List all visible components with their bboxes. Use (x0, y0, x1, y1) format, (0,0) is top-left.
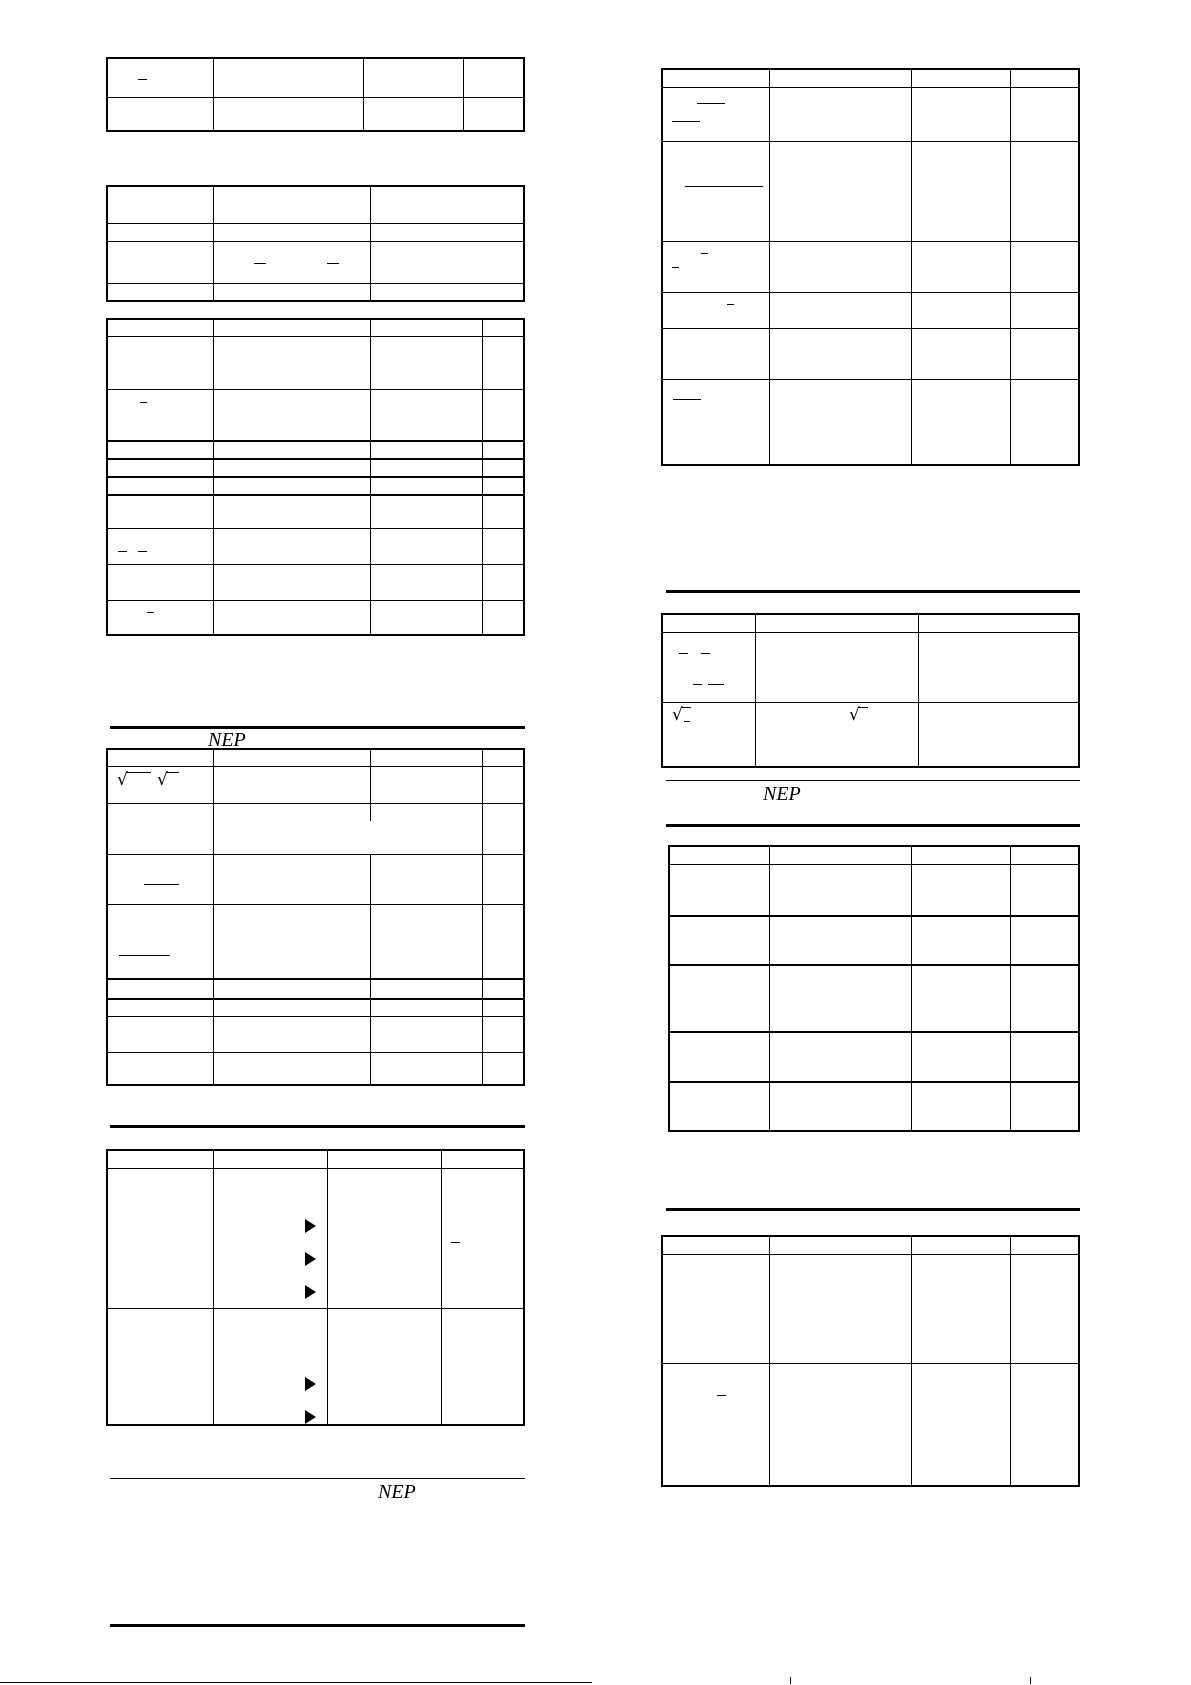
table-l2 (106, 185, 525, 302)
square-root-icon: √ (672, 707, 692, 725)
table-l3 (106, 318, 525, 636)
fraction-bar-icon (697, 103, 725, 104)
table-l5 (106, 1149, 525, 1426)
fraction-bar-icon (727, 304, 734, 305)
fraction-bar-icon (708, 684, 724, 685)
fraction-bar-icon (701, 653, 710, 654)
edge-tick (790, 1677, 791, 1684)
section-rule (110, 726, 525, 729)
section-rule (666, 1208, 1080, 1211)
nep-label: NEP (378, 1481, 416, 1503)
fraction-bar-icon (672, 121, 700, 122)
fraction-bar-icon (672, 267, 679, 268)
play-triangle-icon (305, 1410, 316, 1424)
square-root-icon: √ (157, 772, 179, 790)
fraction-bar-icon (701, 253, 708, 254)
nep-label: NEP (763, 783, 801, 805)
table-r3 (668, 845, 1080, 1132)
fraction-bar-icon (138, 79, 147, 80)
fraction-bar-icon (327, 263, 339, 264)
play-triangle-icon (305, 1252, 316, 1266)
play-triangle-icon (305, 1285, 316, 1299)
fraction-bar-icon (147, 612, 154, 613)
fraction-bar-icon (138, 551, 147, 552)
fraction-bar-icon (685, 186, 763, 187)
fraction-bar-icon (673, 399, 701, 400)
fraction-bar-icon (118, 551, 127, 552)
fraction-bar-icon (679, 653, 688, 654)
fraction-bar-icon (119, 955, 170, 956)
play-triangle-icon (305, 1377, 316, 1391)
section-rule (110, 1624, 525, 1627)
edge-tick (1030, 1677, 1031, 1684)
table-l1 (106, 57, 525, 132)
table-r4 (661, 1235, 1080, 1487)
fraction-bar-icon (140, 402, 147, 403)
section-rule (666, 590, 1080, 593)
page-bottom-edge (0, 1682, 592, 1683)
nep-label: NEP (208, 729, 246, 751)
section-rule (110, 1478, 525, 1479)
fraction-bar-icon (693, 684, 702, 685)
fraction-bar-icon (451, 1242, 460, 1243)
square-root-icon: √ (849, 707, 869, 725)
fraction-bar-icon (254, 263, 266, 264)
fraction-bar-icon (144, 884, 179, 885)
table-l4 (106, 748, 525, 1086)
section-rule (666, 780, 1080, 781)
play-triangle-icon (305, 1219, 316, 1233)
table-r2 (661, 613, 1080, 768)
table-r1 (661, 68, 1080, 466)
fraction-bar-icon (684, 721, 690, 722)
section-rule (110, 1125, 525, 1128)
square-root-icon: √ (117, 772, 151, 790)
fraction-bar-icon (717, 1395, 726, 1396)
section-rule (666, 824, 1080, 827)
